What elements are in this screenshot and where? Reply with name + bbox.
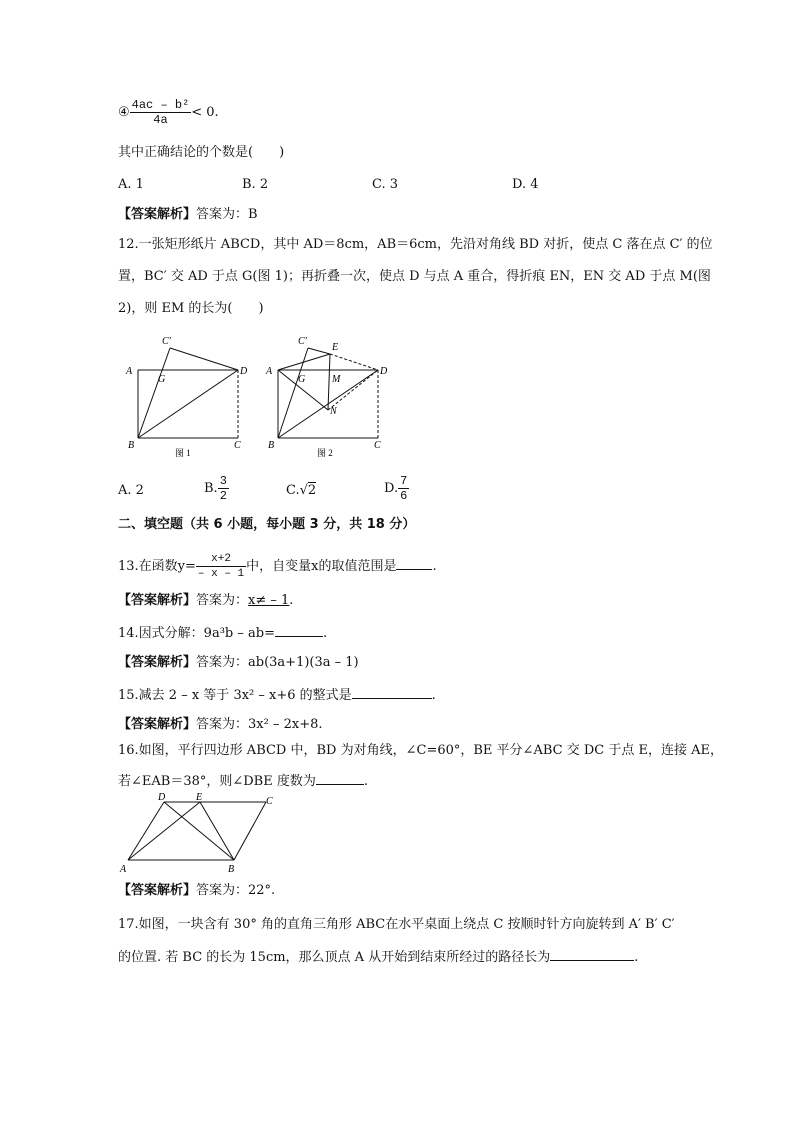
q14-stem <box>118 624 327 643</box>
stem-pre: 13.在函数y= <box>118 559 196 574</box>
label-g: G <box>158 374 166 385</box>
answer-tag: 【答案解析】 <box>118 655 197 670</box>
diagonal-bd <box>138 370 238 438</box>
q11-option-d: D. 4 <box>512 177 539 192</box>
q16-answer <box>118 882 275 900</box>
q12-option-a: A. 2 <box>118 483 144 498</box>
q17-line2 <box>118 948 638 967</box>
denominator: 4a <box>153 113 168 127</box>
label-a: A <box>120 864 127 875</box>
q12-option-d <box>384 474 409 503</box>
edge-a-e <box>278 354 330 370</box>
label-e: E <box>196 792 203 803</box>
edge-bc-prime <box>138 348 170 438</box>
q16-line2 <box>118 772 368 791</box>
label-g: G <box>298 374 306 385</box>
stem-pre: 的位置. 若 BC 的长为 15cm，那么顶点 A 从开始到结束所经过的路径长为 <box>118 950 551 965</box>
label-e: E <box>332 342 339 353</box>
q13-stem <box>118 552 437 581</box>
q17-line1: 17.如图，一块含有 30° 角的直角三角形 ABC在水平桌面上绕点 C 按顺时针方向旋转到 A′ B′ C′ <box>118 917 675 932</box>
option-label: B. <box>204 481 218 496</box>
label-a: A <box>126 366 133 377</box>
q16-line1: 16.如图，平行四边形 ABCD 中，BD 为对角线，∠C=60°，BE 平分∠ABC 交 DC 于点 E，连接 AE， <box>118 743 723 758</box>
q12-option-b <box>204 474 229 503</box>
q11-option-b: B. 2 <box>242 177 269 192</box>
fraction <box>130 98 192 127</box>
fraction <box>218 474 229 503</box>
answer-blank[interactable] <box>550 948 634 961</box>
label-d: D <box>240 366 248 377</box>
answer-blank[interactable] <box>275 624 323 637</box>
answer-blank[interactable] <box>352 686 432 699</box>
edge-bc <box>234 802 266 860</box>
q13-answer <box>118 592 293 610</box>
q12-option-c <box>286 482 316 500</box>
label-b: B <box>268 440 275 451</box>
label-n: N <box>330 406 337 417</box>
stem-end: . <box>431 688 436 703</box>
answer-tag: 【答案解析】 <box>118 593 197 608</box>
answer-text: 答案为：B <box>196 207 258 222</box>
q12-line1: 12.一张矩形纸片 ABCD，其中 AD＝8cm，AB＝6cm，先沿对角线 BD 对折，使点 C 落在点 C′ 的位 <box>118 237 713 252</box>
option-label: D. <box>384 481 399 496</box>
fraction <box>398 474 409 503</box>
stem-post: 中，自变量x的取值范围是 <box>246 559 397 574</box>
numerator: x+2 <box>196 552 246 567</box>
numerator: 3 <box>219 474 227 488</box>
stem-pre: 15.减去 2 – x 等于 3x² – x+6 的整式是 <box>118 688 352 703</box>
q12-line3: 2)，则 EM 的长为( ) <box>118 301 264 316</box>
label-c: C <box>234 440 241 451</box>
label-a: A <box>266 366 273 377</box>
answer-text: 答案为：ab(3a+1)(3a – 1) <box>196 655 359 670</box>
q15-stem <box>118 686 436 705</box>
answer-blank[interactable] <box>396 557 432 570</box>
item-label: ④ <box>118 105 130 120</box>
crease-en <box>328 354 330 410</box>
q11-stem: 其中正确结论的个数是( ) <box>118 145 285 160</box>
caption: 图 2 <box>317 448 333 458</box>
radicand: 2 <box>307 483 317 498</box>
label-c-prime: C′ <box>298 336 307 347</box>
label-d: D <box>380 366 388 377</box>
stem-end: . <box>432 559 437 574</box>
label-d: D <box>158 792 166 803</box>
answer-text: 答案为：3x² – 2x+8. <box>196 717 323 732</box>
q11-option-a: A. 1 <box>118 177 144 192</box>
answer-end: . <box>289 593 294 608</box>
answer-text: 答案为：22°. <box>196 883 276 898</box>
fraction <box>196 552 246 581</box>
option-label: C. <box>286 483 300 498</box>
stem-end: . <box>634 950 639 965</box>
q12-figure-1 <box>120 332 260 462</box>
stem-end: . <box>322 626 328 641</box>
answer-tag: 【答案解析】 <box>118 207 197 222</box>
q15-answer <box>118 716 323 734</box>
edge-e-d-dashed <box>330 354 378 370</box>
stem-pre: 若∠EAB＝38°，则∠DBE 度数为 <box>118 774 316 789</box>
answer-tag: 【答案解析】 <box>118 717 197 732</box>
label-c: C <box>374 440 381 451</box>
label-c: C <box>266 796 273 807</box>
label-c-prime: C′ <box>162 336 171 347</box>
q11-option-c: C. 3 <box>372 177 399 192</box>
denominator: – x – 1 <box>197 568 245 580</box>
stem-pre: 14.因式分解：9a³b – ab= <box>118 626 275 641</box>
edge-ad <box>128 802 164 860</box>
answer-tag: 【答案解析】 <box>118 883 197 898</box>
answer-text: x≠ – 1 <box>248 593 290 608</box>
relation: < 0. <box>191 105 219 120</box>
numerator: 4ac – b² <box>131 98 190 112</box>
q12-figure-2 <box>262 332 402 462</box>
diagonal-bd <box>164 802 234 860</box>
q14-answer <box>118 654 359 672</box>
segment-ae <box>128 802 200 860</box>
answer-blank[interactable] <box>316 772 364 785</box>
q16-figure <box>116 790 286 878</box>
label-b: B <box>228 864 235 875</box>
caption: 图 1 <box>175 448 191 458</box>
q11-item4 <box>118 98 219 127</box>
denominator: 6 <box>400 489 408 503</box>
edge-bc-prime <box>278 348 308 438</box>
q12-line2: 置，BC′ 交 AD 于点 G(图 1)；再折叠一次，使点 D 与点 A 重合，得折痕 EN，EN 交 AD 于点 M(图 <box>118 269 711 284</box>
answer-pre: 答案为： <box>196 593 249 608</box>
label-b: B <box>128 440 135 451</box>
section-title: 二、填空题（共 6 小题，每小题 3 分，共 18 分） <box>118 517 416 532</box>
sqrt-icon: √ <box>299 483 308 498</box>
numerator: 7 <box>400 474 408 488</box>
edge-c-prime-d <box>170 348 238 370</box>
stem-end: . <box>363 774 368 789</box>
q11-answer <box>118 206 258 224</box>
denominator: 2 <box>219 489 227 503</box>
segment-be <box>200 802 234 860</box>
label-m: M <box>332 374 341 385</box>
edge-c-prime-e <box>308 348 330 354</box>
